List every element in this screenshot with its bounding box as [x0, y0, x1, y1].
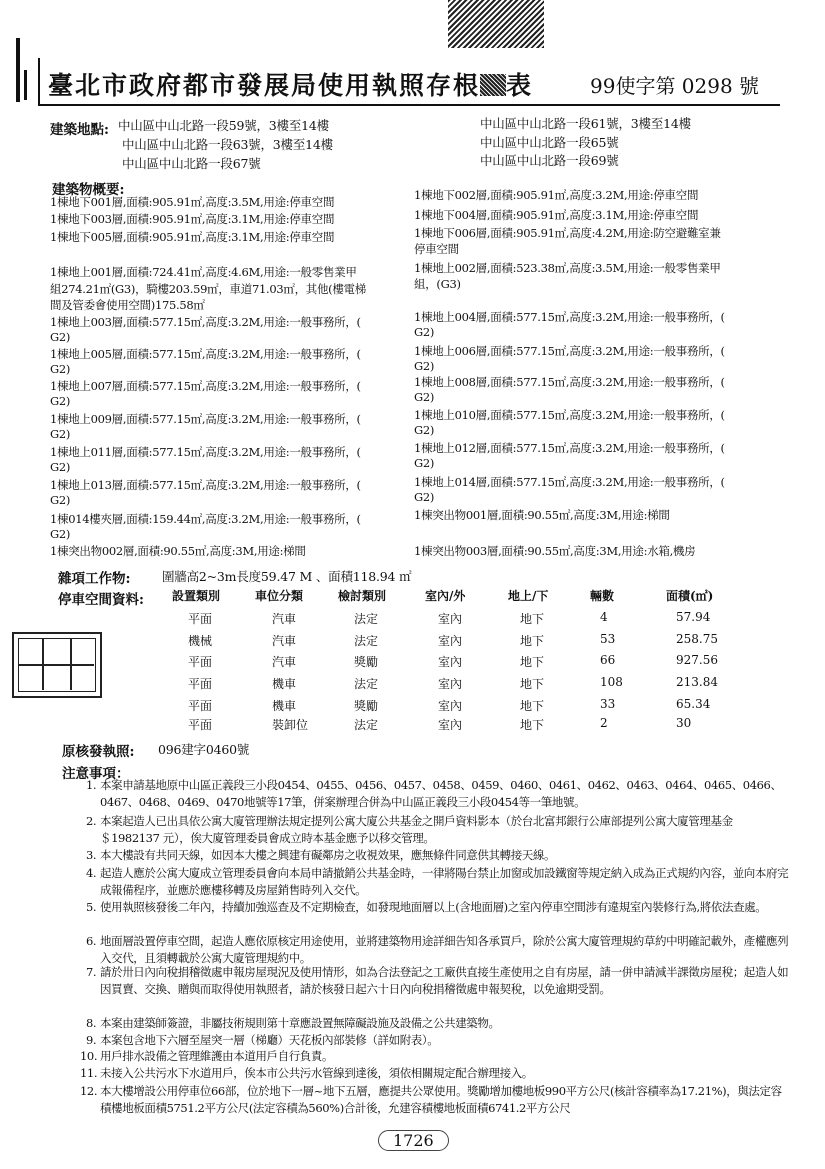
building-left-line: 1棟地上003層,面積:577.15㎡,高度:3.2M,用途:一般事務所，( [50, 315, 361, 329]
building-left-line: 1棟地上001層,面積:724.41㎡,高度:4.6M,用途:一般零售業甲 [50, 265, 357, 279]
building-left-line: 1棟地上013層,面積:577.15㎡,高度:3.2M,用途:一般事務所，( [50, 478, 361, 492]
parking-header: 檢討類別 [338, 589, 387, 603]
note-item: 6. 地面層設置停車空間，起造人應依原核定用途使用，並將建築物用途詳細告知各承買戶，除於公寓大廈管理規約草約中明確記載外，產權應列入交代，且須轉載於公寓大廈管理規約中。 [86, 934, 789, 965]
parking-cell: 機械 [188, 634, 213, 648]
building-right-line: 1棟地上006層,面積:577.15㎡,高度:3.2M,用途:一般事務所，( [414, 344, 725, 358]
parking-cell: 地下 [520, 677, 545, 691]
parking-cell: 法定 [354, 634, 379, 648]
site-address-5: 中山區中山北路一段67號 [122, 156, 261, 171]
parking-header: 地上/下 [508, 589, 549, 603]
building-right-line: 1棟地上004層,面積:577.15㎡,高度:3.2M,用途:一般事務所，( [414, 310, 725, 324]
building-left-line: 1棟地下001層,面積:905.91㎡,高度:3.5M,用途:停車空間 [50, 195, 335, 209]
parking-cell: 平面 [188, 677, 213, 691]
parking-cell: 法定 [354, 677, 379, 691]
building-left-line: G2) [50, 460, 71, 474]
parking-cell: 法定 [354, 718, 379, 732]
title-smudged-char [480, 74, 506, 96]
building-right-line: 1棟地上014層,面積:577.15㎡,高度:3.2M,用途:一般事務所，( [414, 475, 725, 489]
parking-cell: 法定 [354, 612, 379, 626]
parking-cell: 平面 [188, 699, 213, 713]
parking-cell: 66 [600, 653, 616, 667]
site-address-4: 中山區中山北路一段65號 [480, 135, 619, 150]
building-right-line: 1棟地下004層,面積:905.91㎡,高度:3.1M,用途:停車空間 [414, 208, 699, 222]
parking-cell: 室內 [438, 718, 463, 732]
parking-cell: 裝卸位 [272, 718, 309, 732]
parking-cell: 室內 [438, 634, 463, 648]
building-right-line: G2) [414, 423, 435, 437]
parking-cell: 33 [600, 697, 616, 711]
note-item: 3. 本大樓設有共同天線，如因本大樓之興建有礙鄰房之收視效果，應無條件同意供其轉接天線。 [86, 848, 556, 862]
parking-cell: 室內 [438, 699, 463, 713]
site-address-1: 中山區中山北路一段59號，3樓至14樓 [118, 118, 329, 133]
notes-label: 注意事項： [62, 766, 130, 782]
parking-cell: 地下 [520, 634, 545, 648]
building-left-line: G2) [50, 527, 71, 541]
parking-cell: 57.94 [676, 610, 711, 624]
building-left-line: 1棟014樓夾層,面積:159.44㎡,高度:3.2M,用途:一般事務所，( [50, 512, 361, 526]
site-address-2: 中山區中山北路一段61號，3樓至14樓 [480, 116, 691, 131]
misc-label: 雜項工作物: [58, 571, 131, 587]
building-right-line: 1棟突出物003層,面積:90.55㎡,高度:3M,用途:水箱,機房 [414, 544, 696, 558]
parking-cell: 65.34 [676, 697, 711, 711]
building-right-line: 1棟地下006層,面積:905.91㎡,高度:4.2M,用途:防空避難室兼 [414, 226, 721, 240]
building-right-line: 組，(G3) [414, 277, 461, 291]
side-seal-stamp [12, 632, 102, 698]
building-right-line: G2) [414, 325, 435, 339]
building-right-line: G2) [414, 456, 435, 470]
building-left-line: 1棟地下005層,面積:905.91㎡,高度:3.1M,用途:停車空間 [50, 230, 335, 244]
parking-label: 停車空間資料: [58, 592, 144, 608]
left-margin-mark-2 [24, 70, 27, 100]
building-left-line: 1棟地上005層,面積:577.15㎡,高度:3.2M,用途:一般事務所，( [50, 347, 361, 361]
permit-number: 99使字第 0298 號 [590, 74, 760, 98]
note-item: 10. 用戶排水設備之管理維護由本道用戶自行負責。 [80, 1049, 334, 1063]
parking-cell: 2 [600, 716, 608, 730]
parking-header: 室內/外 [425, 589, 466, 603]
parking-cell: 30 [676, 716, 692, 730]
original-permit-label: 原核發執照: [62, 744, 135, 760]
parking-cell: 213.84 [676, 675, 718, 689]
building-right-line: 1棟地上008層,面積:577.15㎡,高度:3.2M,用途:一般事務所，( [414, 375, 725, 389]
parking-header: 面積(㎡) [666, 589, 714, 603]
site-label: 建築地點: [50, 122, 109, 138]
misc-value: 圍牆高2~3m長度59.47 M 、面積118.94 ㎡ [162, 569, 412, 584]
parking-cell: 53 [600, 632, 616, 646]
building-right-line: G2) [414, 490, 435, 504]
parking-header: 輛數 [590, 589, 615, 603]
parking-cell: 機車 [272, 699, 297, 713]
building-right-line: 1棟地上010層,面積:577.15㎡,高度:3.2M,用途:一般事務所，( [414, 408, 725, 422]
building-right-line: 1棟地上012層,面積:577.15㎡,高度:3.2M,用途:一般事務所，( [414, 441, 725, 455]
title-rule-left [38, 58, 40, 106]
building-left-line: G2) [50, 362, 71, 376]
building-left-line: G2) [50, 394, 71, 408]
building-left-line: 間及管委會使用空間)175.58㎡ [50, 298, 205, 312]
title-tail: 表 [506, 71, 534, 100]
page-mark [378, 1130, 449, 1151]
parking-cell: 室內 [438, 655, 463, 669]
note-item: 7. 請於卅日內向稅捐稽徵處申報房屋現況及使用情形，如為合法登記之工廠供直接生產使用之自有房屋，請一併申請減半課徵房屋稅；起造人如因買賣、交換、贈與而取得使用執照者，請於核發日起六十日內向稅捐稽徵處申報契稅，以免逾期受罰。 [86, 965, 789, 996]
title-rule [40, 104, 780, 106]
parking-cell: 汽車 [272, 655, 297, 669]
original-permit-value: 096建字0460號 [158, 742, 250, 757]
note-item: 11. 未接入公共污水下水道用戶，俟本市公共污水管線到達後，須依相關規定配合辦理接入。 [80, 1066, 533, 1080]
building-left-line: 組274.21㎡(G3)，騎樓203.59㎡，車道71.03㎡，其他(樓電梯 [50, 282, 366, 296]
note-item: 4. 起造人應於公寓大廈成立管理委員會向本局申請撤銷公共基金時，一律將陽台禁止加窗或加設鐵窗等規定納入成為正式規約內容，並向本府完成報備程序，並應於應樓移轉及房屋銷售時列入交代。 [86, 866, 789, 897]
building-label: 建築物概要: [52, 182, 125, 198]
parking-cell: 汽車 [272, 634, 297, 648]
note-item: 5. 使用執照核發後二年內，持續加強巡查及不定期檢查，如發現地面層以上(含地面層)之室內停車空間涉有違規室內裝修行為,將依法查處。 [86, 900, 767, 914]
building-right-line: 1棟地上002層,面積:523.38㎡,高度:3.5M,用途:一般零售業甲 [414, 261, 721, 275]
building-left-line: 1棟地上009層,面積:577.15㎡,高度:3.2M,用途:一般事務所，( [50, 412, 361, 426]
parking-cell: 獎勵 [354, 655, 379, 669]
building-left-line: 1棟地下003層,面積:905.91㎡,高度:3.1M,用途:停車空間 [50, 212, 335, 226]
top-stamp-smudge [448, 0, 544, 48]
building-right-line: 停車空間 [414, 242, 459, 256]
left-margin-mark [16, 38, 20, 102]
parking-cell: 汽車 [272, 612, 297, 626]
building-right-line: 1棟突出物001層,面積:90.55㎡,高度:3M,用途:梯間 [414, 508, 670, 522]
parking-cell: 室內 [438, 612, 463, 626]
building-left-line: G2) [50, 330, 71, 344]
page-mark-text: 1726 [393, 1131, 434, 1150]
parking-cell: 獎勵 [354, 699, 379, 713]
parking-cell: 室內 [438, 677, 463, 691]
note-item: 8. 本案由建築師簽證，非屬技術規則第十章應設置無障礙設施及設備之公共建築物。 [86, 1016, 500, 1030]
site-address-3: 中山區中山北路一段63號，3樓至14樓 [122, 137, 333, 152]
building-left-line: 1棟地上007層,面積:577.15㎡,高度:3.2M,用途:一般事務所，( [50, 379, 361, 393]
note-item: 1. 本案申請基地原中山區正義段三小段0454、0455、0456、0457、0458、0459、0460、0461、0462、0463、0464、0465、0466、0467、0468、0469、0470地號等17筆，併案辦理合併為中山區正義段三小段0454等一筆地號。 [86, 778, 782, 809]
parking-header: 車位分類 [255, 589, 304, 603]
parking-cell: 927.56 [676, 653, 718, 667]
title-text: 臺北市政府都市發展局使用執照存根 [48, 71, 481, 100]
building-right-line: G2) [414, 390, 435, 404]
building-right-line: G2) [414, 359, 435, 373]
parking-cell: 平面 [188, 612, 213, 626]
building-left-line: 1棟突出物002層,面積:90.55㎡,高度:3M,用途:梯間 [50, 544, 306, 558]
note-item: 12. 本大樓增設公用停車位66部，位於地下一層~地下五層，應提共公眾使用。獎勵增加樓地板990平方公尺(核計容積率為17.21%)，與法定容積樓地板面積5751.2平方公尺(法定容積為560%)合計後，允建容積樓地板面積6741.2平方公尺 [80, 1084, 782, 1115]
building-right-line: 1棟地下002層,面積:905.91㎡,高度:3.2M,用途:停車空間 [414, 188, 699, 202]
parking-cell: 地下 [520, 699, 545, 713]
parking-cell: 平面 [188, 718, 213, 732]
parking-cell: 258.75 [676, 632, 718, 646]
page-title [48, 66, 533, 102]
parking-header: 設置類別 [172, 589, 221, 603]
parking-cell: 地下 [520, 612, 545, 626]
note-item: 9. 本案包含地下六層至屋突一層（梯廳）天花板內部裝修（詳如附表）。 [86, 1033, 439, 1047]
building-left-line: 1棟地上011層,面積:577.15㎡,高度:3.2M,用途:一般事務所，( [50, 445, 361, 459]
note-item: 2. 本案起造人已出具依公寓大廈管理辦法規定提列公寓大廈公共基金之開戶資料影本（於台北富邦銀行公庫部提列公寓大廈管理基金＄1982137 元），俟大廈管理委員會成立時本基金應予以移交管理。 [86, 814, 733, 845]
parking-cell: 機車 [272, 677, 297, 691]
parking-cell: 地下 [520, 655, 545, 669]
site-address-6: 中山區中山北路一段69號 [480, 153, 619, 168]
parking-cell: 地下 [520, 718, 545, 732]
building-left-line: G2) [50, 493, 71, 507]
parking-cell: 108 [600, 675, 623, 689]
parking-cell: 平面 [188, 655, 213, 669]
building-left-line: G2) [50, 427, 71, 441]
parking-cell: 4 [600, 610, 608, 624]
